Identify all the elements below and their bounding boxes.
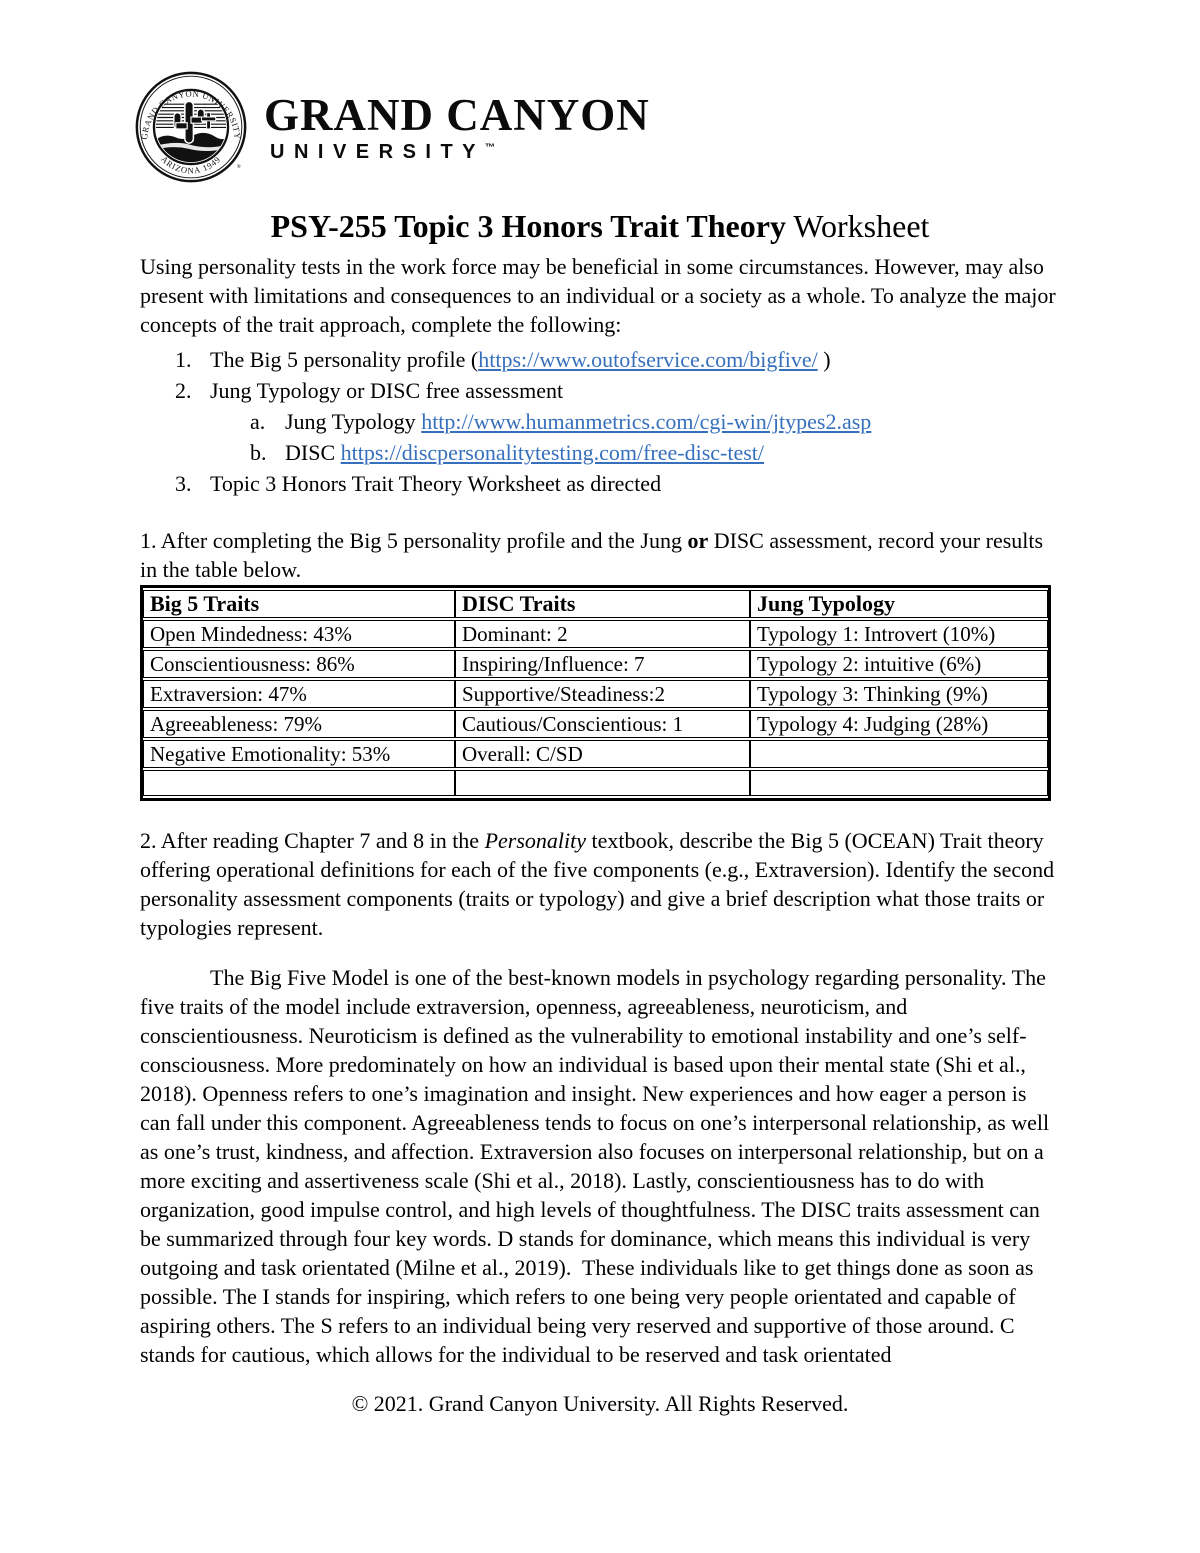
table-cell: Typology 3: Thinking (9%) — [750, 680, 1048, 708]
table-cell — [750, 770, 1048, 796]
list-item-3 — [140, 469, 1060, 498]
jung-typology-link[interactable]: http://www.humanmetrics.com/cgi-win/jtypes2.asp — [421, 409, 872, 434]
seal-arc-top-text: GRAND CANYON UNIVERSITY — [139, 88, 243, 140]
list-marker: 3. — [175, 471, 192, 496]
list-item-text: Jung Typology or DISC free assessment — [210, 378, 564, 403]
seal-arc-bottom-text: ARIZONA 1949 — [159, 153, 223, 176]
page-title — [140, 206, 1060, 246]
trademark-symbol: ™ — [485, 142, 496, 154]
gcu-logo — [134, 70, 1060, 184]
col-header-big5: Big 5 Traits — [143, 590, 455, 618]
disc-test-link[interactable]: https://discpersonalitytesting.com/free-disc-test/ — [340, 440, 765, 465]
table-cell: Dominant: 2 — [455, 620, 750, 648]
table-row — [143, 740, 1048, 768]
table-cell: Agreeableness: 79% — [143, 710, 455, 738]
bigfive-link[interactable]: https://www.outofservice.com/bigfive/ — [478, 347, 818, 372]
essay-answer-paragraph: The Big Five Model is one of the best-known models in psychology regarding personality. The five traits of the model include extraversion, openness, agreeableness, neuroticism, and conscientiousness. Neuroticism is defined as the vulnerability to emotional instability and one’s self-consciousness. More predominately on how an individual is based upon their mental state (Shi et al., 2018). Openness refers to one’s imagination and insight. New experiences and how eager a person is can fall under this component. Agreeableness tends to focus on one’s interpersonal relationship, as well as one’s trust, kindness, and affection. Extraversion also focuses on interpersonal relationship, but on a more exciting and assertiveness scale (Shi et al., 2018). Lastly, conscientiousness has to do with organization, good impulse control, and high levels of thoughtfulness. The DISC traits assessment can be summarized through four key words. D stands for dominance, which means this individual is very outgoing and task orientated (Milne et al., 2019). These individuals like to get things done as soon as possible. The I stands for inspiring, which refers to one being very people orientated and capable of aspiring others. The S refers to an individual being very reserved and supportive of those around. C stands for cautious, which allows for the individual to be reserved and task orientated — [140, 965, 1055, 1367]
table-cell — [143, 770, 455, 796]
table-cell — [750, 740, 1048, 768]
table-cell: Extraversion: 47% — [143, 680, 455, 708]
question-2-text: 2. After reading Chapter 7 and 8 in the Personality textbook, describe the Big 5 (OCEAN) Trait theory offering operational definitions for each of the five components (e.g., Extraversion). Identify the second personality assessment components (traits or typology) and give a brief description what those traits or typologies represent. — [140, 828, 1055, 940]
table-cell: Inspiring/Influence: 7 — [455, 650, 750, 678]
page-title-bold: PSY-255 Topic 3 Honors Trait Theory — [270, 208, 786, 244]
table-row-empty — [143, 770, 1048, 796]
table-cell — [455, 770, 750, 796]
list-item-2a — [140, 407, 1060, 436]
gcu-wordmark — [264, 92, 650, 164]
copyright-footer: © 2021. Grand Canyon University. All Rights Reserved. — [351, 1391, 849, 1416]
list-marker: b. — [250, 440, 267, 465]
table-cell: Conscientiousness: 86% — [143, 650, 455, 678]
list-item-text: Jung Typology http://www.humanmetrics.com/cgi-win/jtypes2.asp — [285, 409, 872, 434]
assessment-steps-list — [140, 345, 1060, 498]
list-marker: 2. — [175, 378, 192, 403]
table-row — [143, 680, 1048, 708]
table-cell: Cautious/Conscientious: 1 — [455, 710, 750, 738]
italic-personality: Personality — [484, 828, 587, 853]
table-cell: Negative Emotionality: 53% — [143, 740, 455, 768]
table-cell: Open Mindedness: 43% — [143, 620, 455, 648]
list-item-1 — [140, 345, 1060, 374]
table-row — [143, 710, 1048, 738]
table-cell: Typology 1: Introvert (10%) — [750, 620, 1048, 648]
bold-or: or — [687, 528, 709, 553]
list-item-2 — [140, 376, 1060, 405]
results-table — [140, 585, 1051, 801]
logo-university-text — [264, 141, 650, 164]
page-title-regular: Worksheet — [785, 208, 930, 244]
gcu-seal-icon — [134, 70, 248, 184]
list-marker: a. — [250, 409, 266, 434]
table-header-row — [143, 590, 1048, 618]
list-item-text: The Big 5 personality profile (https://www.outofservice.com/bigfive/ ) — [210, 347, 831, 372]
question-1-text: 1. After completing the Big 5 personality profile and the Jung or DISC assessment, record your results in the table below. — [140, 528, 1044, 582]
col-header-disc: DISC Traits — [455, 590, 750, 618]
table-cell: Overall: C/SD — [455, 740, 750, 768]
seal-registered-mark: ® — [236, 163, 241, 170]
table-cell: Typology 4: Judging (28%) — [750, 710, 1048, 738]
intro-paragraph: Using personality tests in the work force may be beneficial in some circumstances. However, may also present with limitations and consequences to an individual or a society as a whole. To analyze the major concepts of the trait approach, complete the following: — [140, 254, 1056, 337]
list-item-text: DISC https://discpersonalitytesting.com/free-disc-test/ — [285, 440, 765, 465]
logo-name-text: GRAND CANYON — [264, 90, 650, 140]
table-row — [143, 620, 1048, 648]
list-marker: 1. — [175, 347, 192, 372]
logo-university-label: UNIVERSITY — [270, 141, 486, 163]
table-cell: Typology 2: intuitive (6%) — [750, 650, 1048, 678]
list-item-text: Topic 3 Honors Trait Theory Worksheet as directed — [210, 471, 662, 496]
col-header-jung: Jung Typology — [750, 590, 1048, 618]
list-item-2b — [140, 438, 1060, 467]
table-row — [143, 650, 1048, 678]
table-cell: Supportive/Steadiness:2 — [455, 680, 750, 708]
